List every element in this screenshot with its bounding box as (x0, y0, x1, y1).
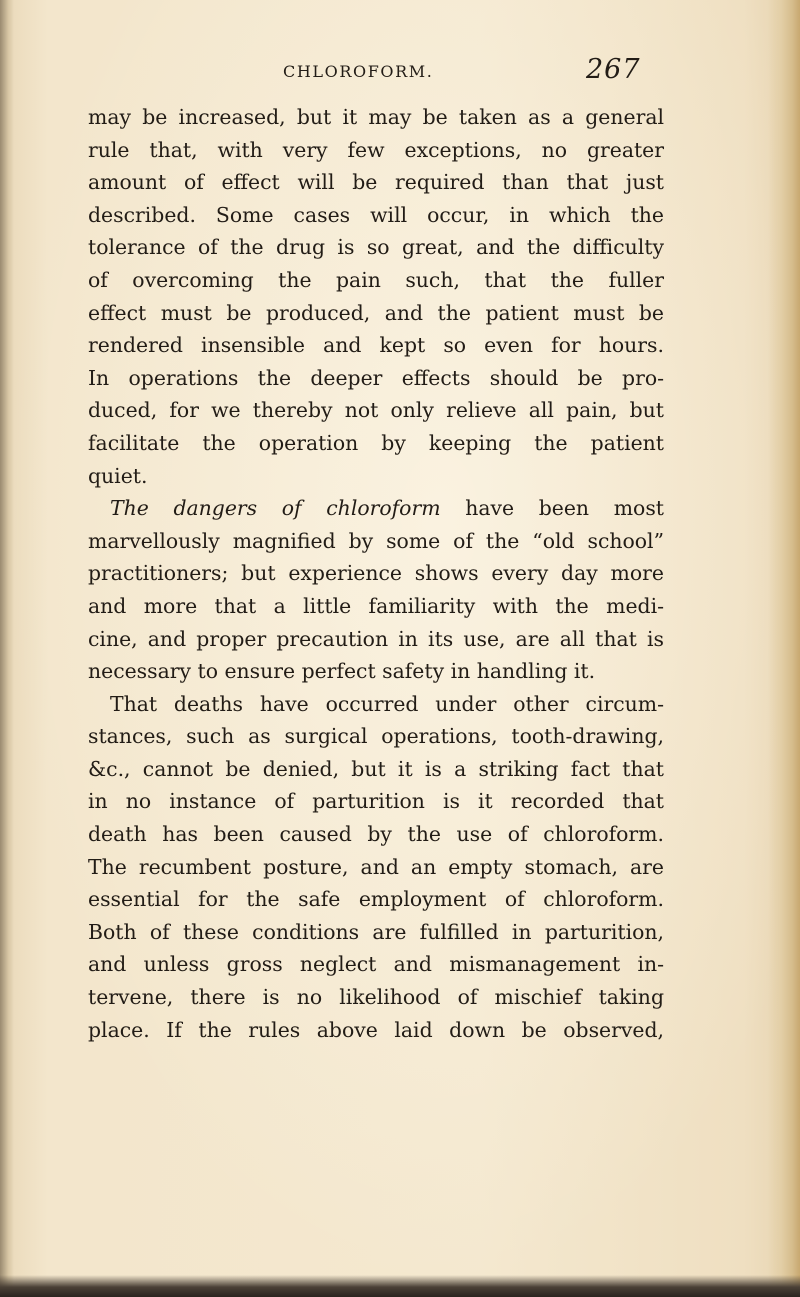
page-number: 267 (586, 54, 641, 85)
text-line: essential for the safe employment of chloroform. (88, 887, 664, 912)
text-line: in no instance of parturition is it recorded that (88, 789, 664, 814)
text-line: place. If the rules above laid down be observed, (88, 1017, 664, 1042)
italic-lead: The dangers of chloroform (110, 496, 441, 521)
body-text (88, 101, 664, 1046)
text-line: duced, for we thereby not only relieve all pain, but (88, 398, 664, 423)
text-line: and unless gross neglect and mismanagement in- (88, 952, 664, 977)
paragraph-3 (88, 688, 664, 1047)
text-line: rule that, with very few exceptions, no greater (88, 137, 664, 162)
text-line: The recumbent posture, and an empty stomach, are (88, 854, 664, 879)
text-line: &c., cannot be denied, but it is a striking fact that (88, 756, 664, 781)
text-line: That deaths have occurred under other circum- (110, 691, 664, 716)
text-line: In operations the deeper effects should be pro- (88, 365, 664, 390)
text-line: of overcoming the pain such, that the fuller (88, 267, 664, 292)
text-line: effect must be produced, and the patient must be (88, 300, 664, 325)
text-line (88, 492, 664, 525)
text-line: tervene, there is no likelihood of mischief taking (88, 985, 664, 1010)
text-line: may be increased, but it may be taken as a general (88, 105, 664, 129)
text-line: Both of these conditions are fulfilled in parturition, (88, 919, 664, 944)
first-line-rest: have been most (440, 496, 664, 521)
text-line: amount of effect will be required than that just (88, 170, 664, 195)
running-head: CHLOROFORM. (283, 62, 434, 81)
text-line: rendered insensible and kept so even for hours. (88, 333, 664, 358)
text-line: tolerance of the drug is so great, and the difficulty (88, 235, 664, 260)
page-bottom-edge-shadow (0, 1275, 800, 1297)
text-line: death has been caused by the use of chloroform. (88, 822, 664, 847)
page-header (140, 54, 660, 92)
text-line: practitioners; but experience shows every day more (88, 561, 664, 586)
text-line: and more that a little familiarity with the medi- (88, 593, 664, 618)
text-line: quiet. (88, 463, 148, 488)
page-right-edge-shadow (768, 0, 800, 1297)
text-line: marvellously magnified by some of the “old school” (88, 528, 664, 553)
text-line: cine, and proper precaution in its use, are all that is (88, 626, 664, 651)
text-line: described. Some cases will occur, in which the (88, 202, 664, 227)
page-left-edge-shadow (0, 0, 14, 1297)
text-line: necessary to ensure perfect safety in handling it. (88, 659, 596, 684)
text-line: stances, such as surgical operations, tooth-drawing, (88, 724, 664, 749)
text-line: facilitate the operation by keeping the patient (88, 430, 664, 455)
paragraph-1 (88, 101, 664, 492)
paragraph-2 (88, 492, 664, 688)
